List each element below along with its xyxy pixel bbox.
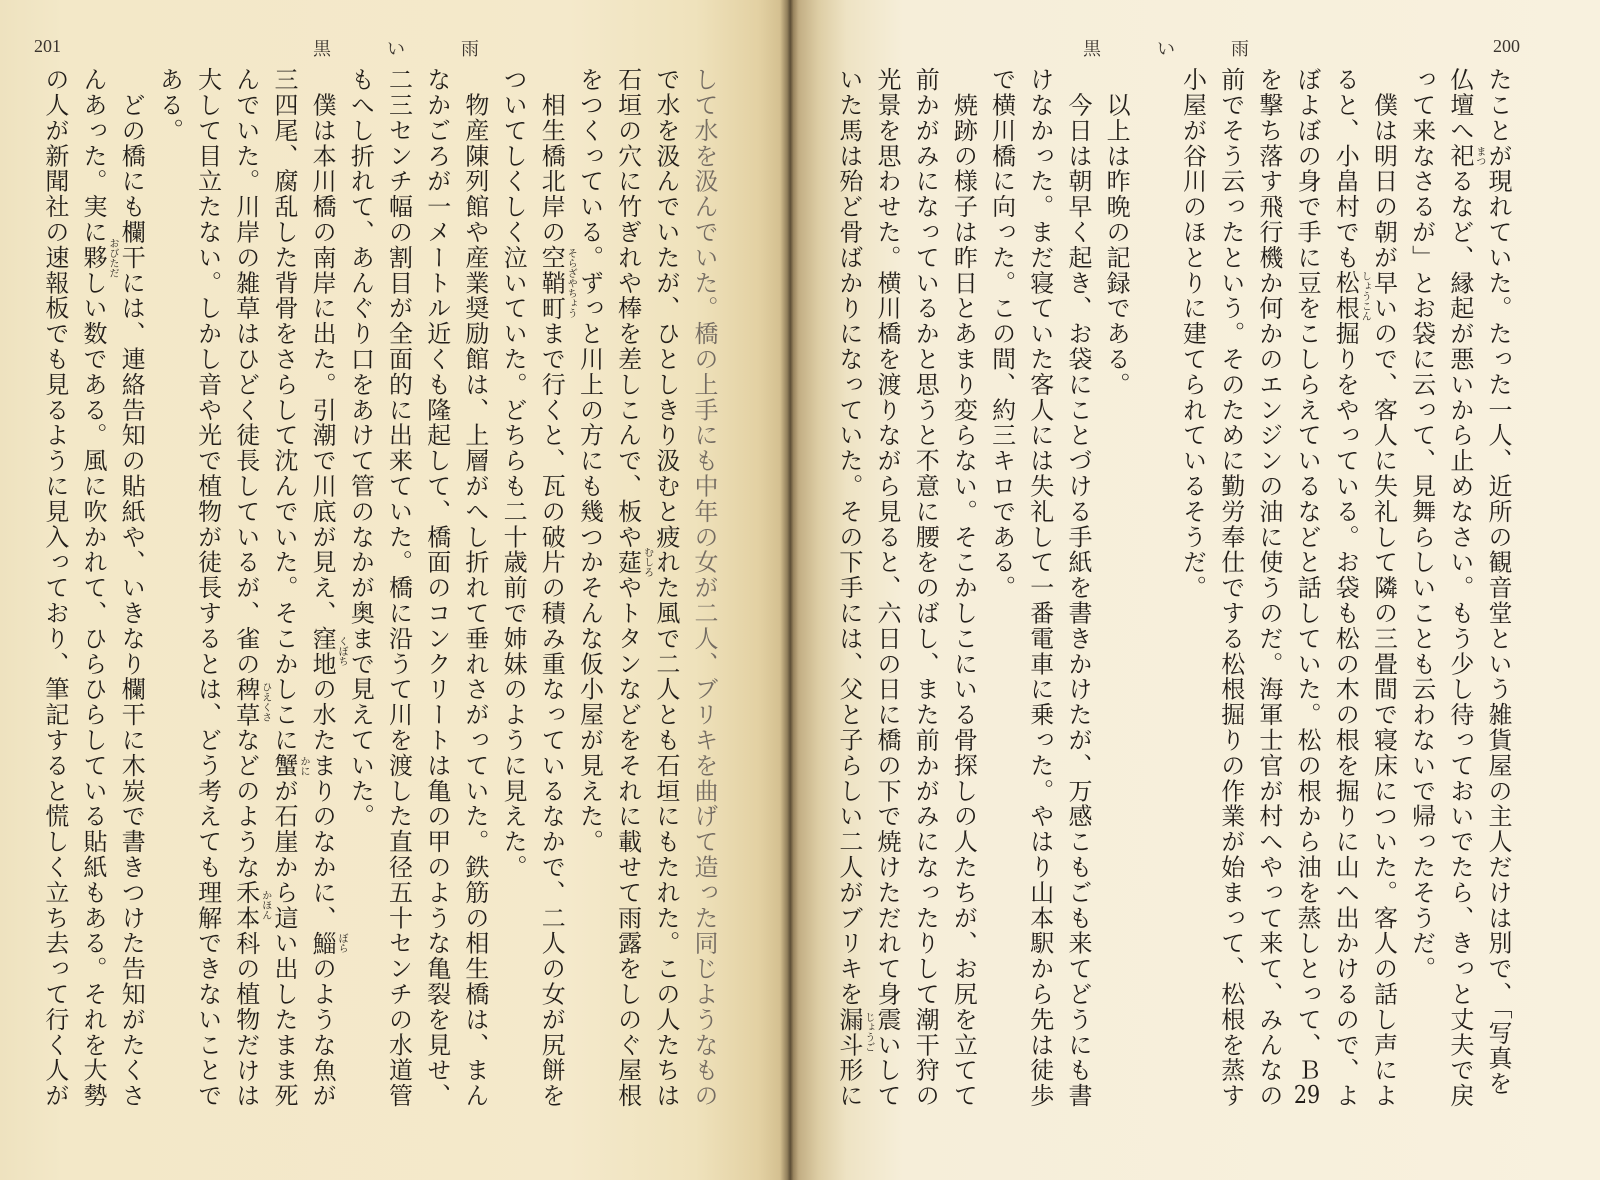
right-page-column-11: 以上は昨晩の記録である。 — [1102, 67, 1131, 398]
ruby-base: 祀 まつ — [1445, 143, 1485, 169]
ruby-reading: まつ — [1473, 145, 1485, 166]
right-page-column-4: 僕は明日の朝が早いので、客人に失礼して隣の三畳間で寝床についた。客人の話し声によ — [1369, 67, 1398, 1109]
left-page-column-17: んあった。実に夥 おびただ しい数である。風に吹かれて、ひらひらしている貼紙もある。それを大勢 — [79, 67, 118, 1109]
right-page-column-5: ると、小畠村でも松根 しょうこん 掘りをやっている。お袋も松の木の根を掘りに山へ出かけるので、よ — [1331, 67, 1371, 1109]
ruby-reading: むしろ — [641, 547, 653, 578]
left-page — [0, 0, 790, 1180]
right-page-column-17: 光景を思わせた。横川橋を渡りながら見ると、六日の日に橋の下で焼けただれて身震いして — [873, 67, 901, 1109]
ruby-reading: くぼち — [336, 636, 348, 667]
left-page-column-2: で水を汲んでいたが、ひとしきり汲むと疲れた風で二人とも石垣にもたれた。この人たちは — [651, 67, 680, 1109]
ruby-base: 漏斗 じょうご — [834, 1006, 874, 1058]
ruby-base: 鯔 ぼら — [308, 930, 348, 957]
left-page-column-1: して水を汲んでいた。橋の上手にも中年の女が二人、ブリキを曲げて造った同じようなもの — [690, 67, 718, 1109]
right-page-column-15: 焼跡の様子は昨日とあまり変らない。そこかしこにいる骨探しの人たちが、お尻を立てて — [949, 67, 978, 1109]
ruby-reading: かほん — [259, 890, 271, 921]
left-page-column-9: 二三センチ幅の割目が全面的に出来ていた。橋に沿うて川を渡した直径五十センチの水道管 — [384, 67, 413, 1109]
left-page-column-5: 相生橋北岸の空鞘町 そらざやちょう まで行くと、瓦の破片の積み重なっているなかで、二人の女が尻餅を — [537, 67, 577, 1109]
left-page-column-7: 物産陳列館や産業奨励館は、上層がへし折れて垂れさがっていた。鉄筋の相生橋は、まん — [460, 67, 489, 1109]
running-head: 黒い雨 — [1083, 39, 1305, 60]
right-page-column-7: を撃ち落す飛行機か何かのエンジンの油に使うのだ。海軍士官が村へやって来て、みんなの — [1254, 67, 1283, 1109]
right-page-column-10 — [1135, 67, 1173, 1127]
right-page-column-14: で横川橋に向った。この間、約三キロである。 — [987, 67, 1016, 601]
right-page — [790, 0, 1600, 1180]
right-page-column-8: 前でそう云ったという。そのために勤労奉仕でする松根掘りの作業が始まって、松根を蒸す — [1216, 67, 1245, 1109]
ruby-base: 夥 おびただ — [79, 237, 118, 278]
left-page-column-4: をつくっている。ずっと川上の方にも幾つかそんな仮小屋が見えた。 — [575, 67, 604, 855]
ruby-base: 莚 むしろ — [613, 547, 653, 578]
ruby-base: 稗草 ひえくさ — [231, 676, 271, 728]
ruby-reading: そらざやちょう — [565, 247, 577, 318]
ruby-base: 空鞘町 そらざやちょう — [537, 244, 577, 322]
book-gutter — [780, 0, 798, 1180]
left-page-column-13: んでいた。川岸の雑草はひどく徒長しているが、雀の稗草 ひえくさ などのような禾本 かほん 科の植物だけは — [231, 67, 271, 1109]
ruby-reading: ひえくさ — [259, 682, 271, 723]
right-page-column-16: 前かがみになっているかと思うと不意に腰をのばし、また前かがみになったりして潮干狩の — [911, 67, 940, 1109]
left-page-column-16: どの橋にも欄干には、連絡告知の貼紙や、いきなり欄干に木炭で書きつけた告知がたくさ — [117, 67, 146, 1109]
left-page-text-block — [35, 67, 723, 1127]
ruby-reading: おびただ — [107, 237, 118, 278]
left-page-column-18: の人が新聞社の速報板でも見るように見入っており、筆記すると慌しく立ち去って行く人が — [40, 67, 69, 1109]
right-page-column-9: 小屋が谷川のほとりに建てられているそうだ。 — [1178, 67, 1207, 601]
left-page-column-6: ついてしくしく泣いていた。どちらも二十歳前で姉妹のように見えた。 — [499, 67, 528, 880]
left-page-column-14: 大して目立たない。しかし音や光で植物が徒長するとは、どう考えても理解できないことで — [193, 67, 222, 1109]
right-page-column-13: けなかった。まだ寝ていた客人には失礼して一番電車に乗った。やはり山本駅から先は徒歩 — [1025, 67, 1054, 1109]
left-page-column-8: なかごろが一メートル近くも隆起して、橋面のコンクリートは亀の甲のような亀裂を見せ、 — [422, 67, 451, 1109]
ruby-base: 窪地 くぼち — [308, 625, 348, 677]
right-page-column-3: って来なさるが」とお袋に云って、見舞らしいことも云わないで帰ったそうだ。 — [1407, 67, 1436, 982]
ruby-base: 蟹 かに — [269, 752, 309, 779]
ruby-reading: かに — [297, 755, 309, 776]
right-page-column-6: ぼよぼの身で手に豆をこしらえているなどと話していた。松の根から油を蒸しとって、Ｂ29 — [1293, 67, 1322, 1107]
page-number: 201 — [34, 36, 61, 56]
upright-number: 29 — [1293, 1083, 1321, 1107]
page-number: 200 — [1493, 36, 1520, 56]
ruby-base: 松根 しょうこん — [1331, 270, 1371, 322]
right-page-text-block — [829, 67, 1517, 1127]
right-page-column-2: 仏壇へ祀 まつ るなど、縁起が悪いから止めなさい。もう少し待っておいでたら、きっと丈夫で戻 — [1445, 67, 1485, 1109]
left-page-column-10: もへし折れて、あんぐり口をあけて管のなかが奥まで見えていた。 — [346, 67, 375, 829]
running-head: 黒い雨 — [313, 39, 535, 60]
ruby-reading: ぼら — [336, 933, 348, 954]
right-page-column-18: いた馬は殆ど骨ばかりになっていた。その下手には、父と子らしい二人がブリキを漏斗 じょうご 形に — [834, 67, 874, 1109]
left-page-column-11: 僕は本川橋の南岸に出た。引潮で川底が見え、窪地 くぼち の水たまりのなかに、鯔 ぼら のような魚が — [308, 67, 348, 1109]
right-page-column-12: 今日は朝早く起き、お袋にことづける手紙を書きかけたが、万感こもごも来てどうにも書 — [1063, 67, 1092, 1109]
ruby-base: 禾本 かほん — [231, 879, 271, 931]
left-page-column-3: 石垣の穴に竹ぎれや棒を差しこんで、板や莚 むしろ やトタンなどをそれに載せて雨露をしのぐ屋根 — [613, 67, 653, 1109]
left-page-column-15: ある。 — [155, 67, 184, 144]
left-page-column-12: 三四尾、腐乱した背骨をさらして沈んでいた。そこかしこに蟹 かに が石崖から這い出したまま死 — [269, 67, 309, 1109]
ruby-reading: じょうご — [862, 1012, 874, 1053]
ruby-reading: しょうこん — [1359, 270, 1371, 321]
right-page-column-1: たことが現れていた。たった一人、近所の観音堂という雑貨屋の主人だけは別で、「写真を — [1484, 67, 1512, 1097]
